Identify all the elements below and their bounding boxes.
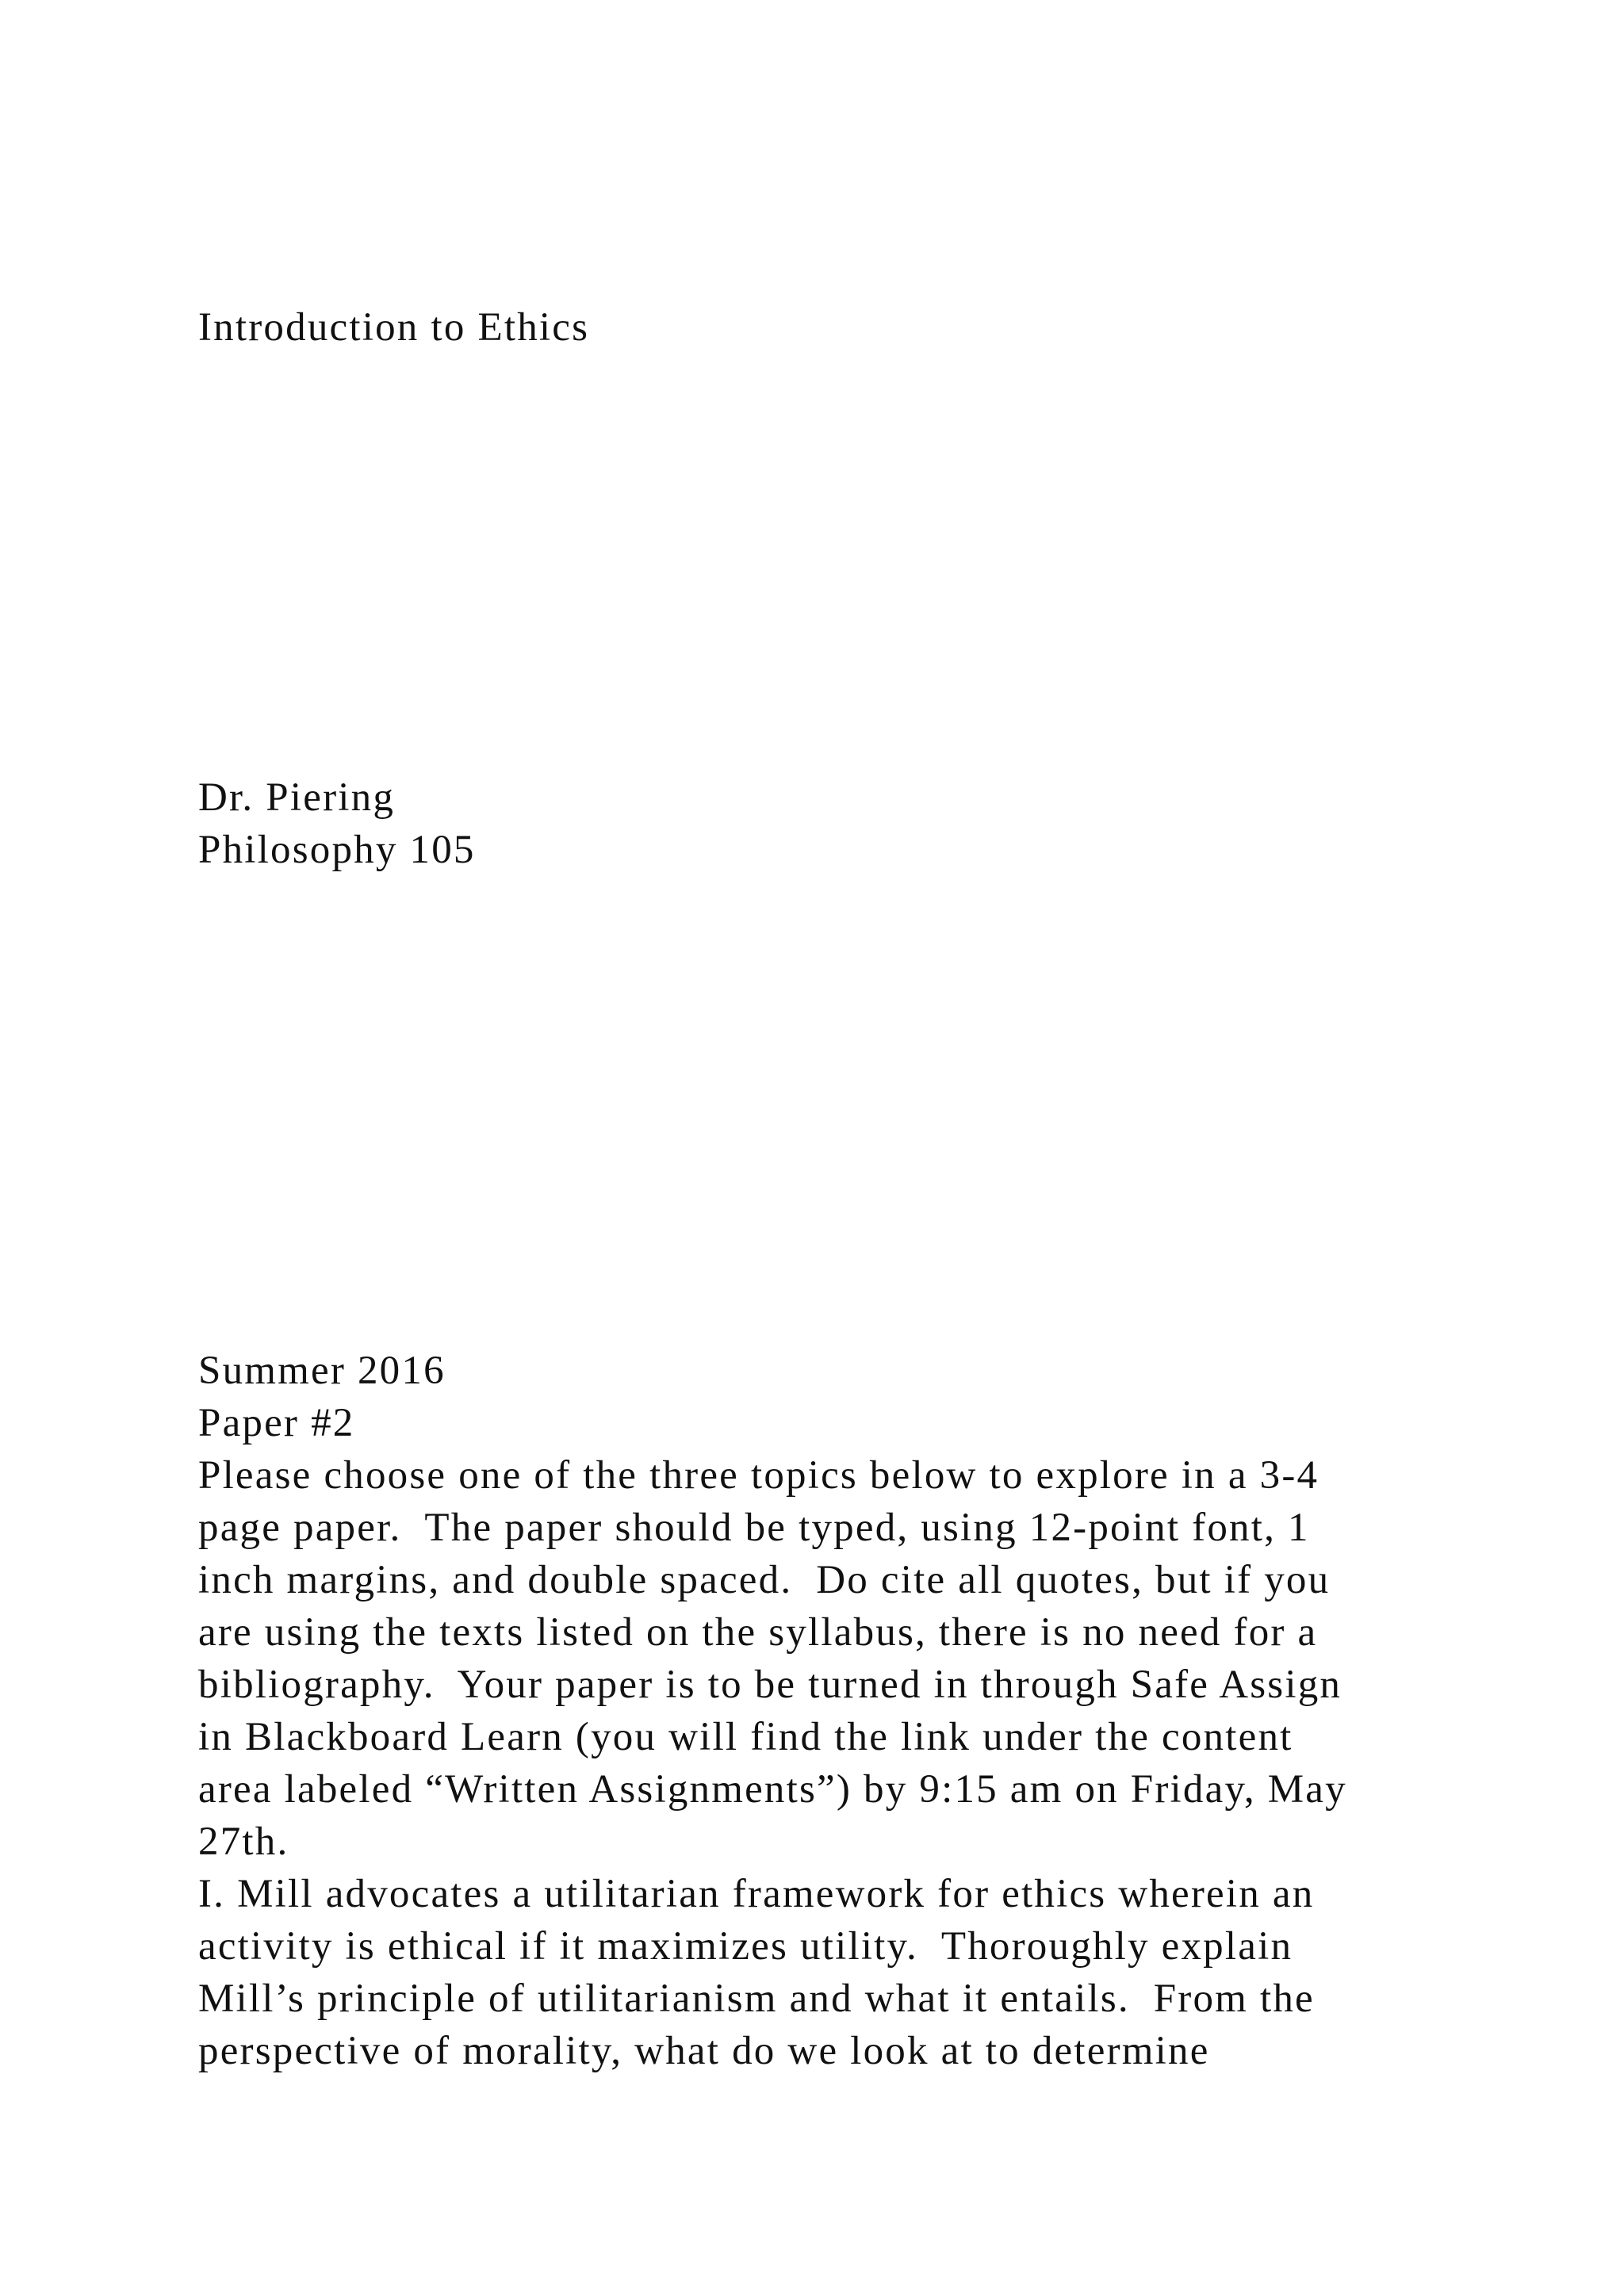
instructions-line: page paper. The paper should be typed, using 12-point font, 1	[198, 1506, 1310, 1550]
topic-one-line: perspective of morality, what do we look at to determine	[198, 2029, 1210, 2073]
instructions-line: are using the texts listed on the syllabus, there is no need for a	[198, 1610, 1318, 1655]
topic-one-line: Mill’s principle of utilitarianism and what it entails. From the	[198, 1976, 1315, 2021]
term-label: Summer 2016	[198, 1349, 446, 1393]
assignment-label: Paper #2	[198, 1401, 355, 1445]
instructions-line: area labeled “Written Assignments”) by 9:15 am on Friday, May	[198, 1767, 1347, 1812]
instructions-line: inch margins, and double spaced. Do cite all quotes, but if you	[198, 1558, 1331, 1602]
topic-one-line: activity is ethical if it maximizes utility. Thoroughly explain	[198, 1924, 1293, 1969]
topic-one-line: I. Mill advocates a utilitarian framework for ethics wherein an	[198, 1872, 1315, 1916]
course-name: Philosophy 105	[198, 828, 476, 872]
instructions-line: Please choose one of the three topics below to explore in a 3-4	[198, 1453, 1320, 1498]
instructor-name: Dr. Piering	[198, 775, 396, 820]
instructions-line: in Blackboard Learn (you will find the link under the content	[198, 1715, 1293, 1759]
instructions-line: 27th.	[198, 1820, 289, 1864]
document-title: Introduction to Ethics	[198, 305, 590, 350]
instructions-line: bibliography. Your paper is to be turned in through Safe Assign	[198, 1663, 1342, 1707]
